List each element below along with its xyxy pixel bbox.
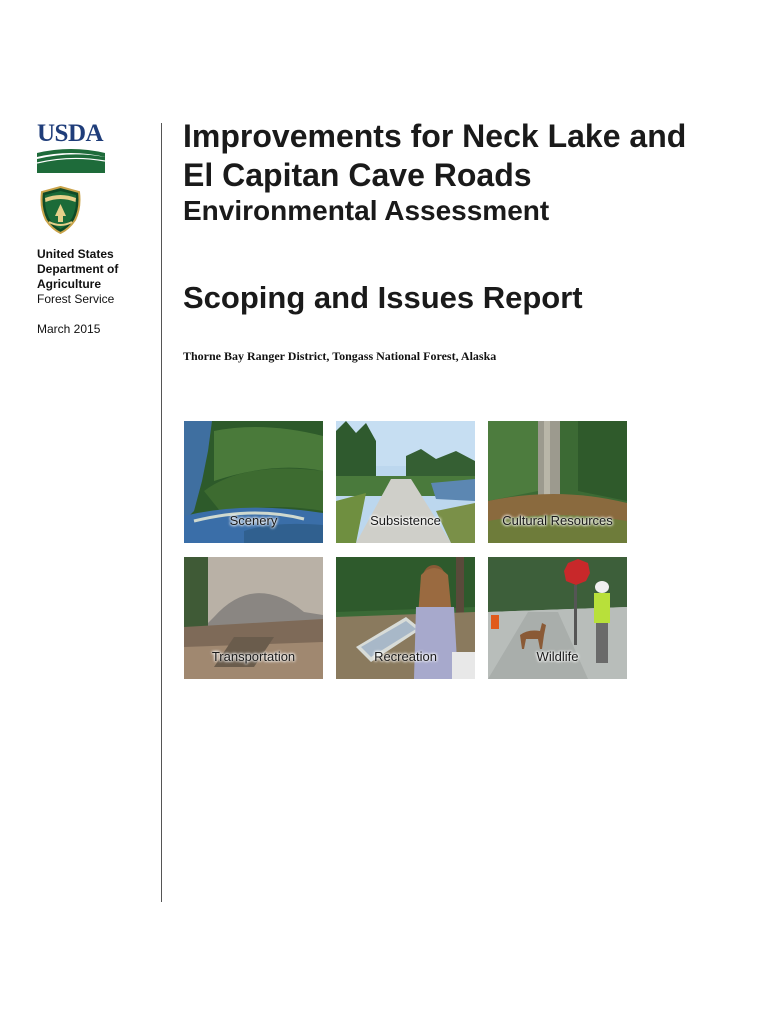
usda-logo-swoosh-icon bbox=[37, 147, 105, 173]
title-line-1: Improvements for Neck Lake and bbox=[183, 118, 687, 154]
caption-wildlife: Wildlife bbox=[536, 649, 579, 664]
usda-logo-text: USDA bbox=[37, 120, 104, 147]
report-title: Scoping and Issues Report bbox=[183, 280, 583, 315]
caption-recreation: Recreation bbox=[374, 649, 437, 664]
photo-recreation bbox=[336, 557, 475, 679]
title-line-2: El Capitan Cave Roads bbox=[183, 157, 532, 193]
agency-line-2: Department of bbox=[37, 262, 119, 276]
publication-date: March 2015 bbox=[37, 322, 101, 336]
photo-transportation bbox=[184, 557, 323, 679]
photo-subsistence bbox=[336, 421, 475, 543]
document-title bbox=[183, 117, 743, 195]
forest-service-shield-icon bbox=[39, 186, 82, 234]
agency-block bbox=[37, 247, 118, 307]
district-line: Thorne Bay Ranger District, Tongass National Forest, Alaska bbox=[183, 349, 497, 363]
caption-transportation: Transportation bbox=[211, 649, 296, 664]
photo-scenery bbox=[184, 421, 323, 543]
agency-line-4: Forest Service bbox=[37, 292, 115, 306]
photo-grid bbox=[184, 421, 628, 681]
caption-scenery: Scenery bbox=[229, 513, 278, 528]
photo-cultural-resources bbox=[488, 421, 627, 543]
vertical-divider bbox=[161, 123, 162, 902]
caption-cultural-resources: Cultural Resources bbox=[502, 513, 613, 528]
caption-subsistence: Subsistence bbox=[370, 513, 441, 528]
usda-logo bbox=[37, 121, 105, 173]
document-subtitle: Environmental Assessment bbox=[183, 195, 550, 226]
agency-line-1: United States bbox=[37, 247, 114, 261]
agency-line-3: Agriculture bbox=[37, 277, 102, 291]
photo-wildlife bbox=[488, 557, 627, 679]
